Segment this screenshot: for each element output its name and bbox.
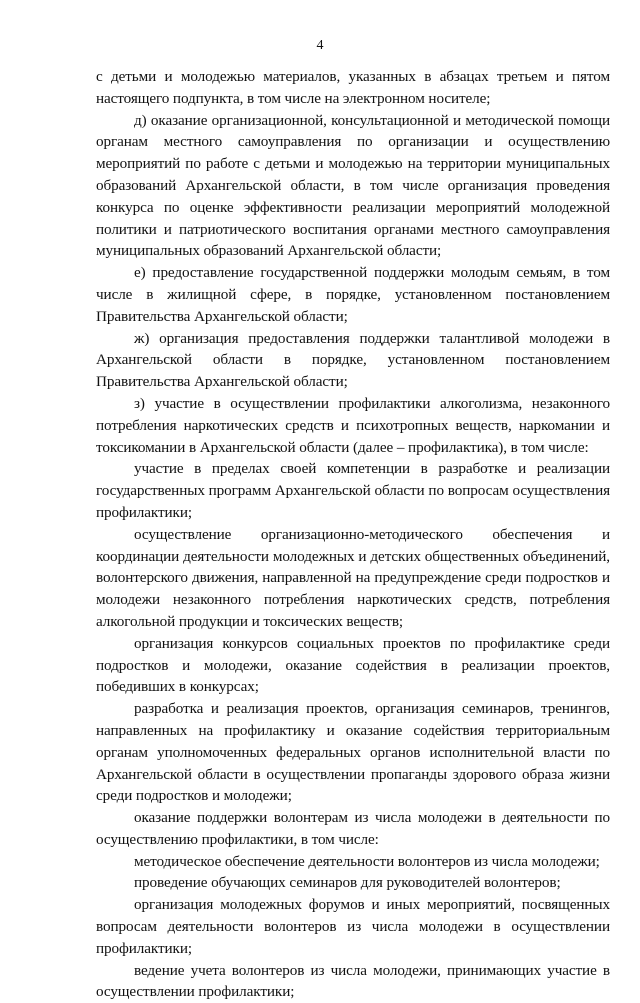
document-body — [96, 66, 610, 1003]
paragraph: с детьми и молодежью материалов, указанных в абзацах третьем и пятом настоящего подпункта, в том числе на электронном носителе; — [96, 68, 610, 107]
paragraph: проведение обучающих семинаров для руководителей волонтеров; — [134, 874, 561, 892]
paragraph: д) оказание организационной, консультационной и методической помощи органам местного самоуправления по организации и осуществлению мероприятий по работе с детьми и молодежью на территории муниципальных образований Архангельской области, в том числе организация проведения конкурса по оценке эффективности реализации мероприятий молодежной политики и патриотического воспитания органами местного самоуправления муниципальных образований Архангельской области; — [96, 111, 610, 260]
paragraph: организация конкурсов социальных проектов по профилактике среди подростков и молодежи, оказание содействия в реализации проектов, победивших в конкурсах; — [96, 634, 610, 696]
paragraph: разработка и реализация проектов, организация семинаров, тренингов, направленных на профилактику и оказание содействия территориальным органам уполномоченных федеральных органов исполнительной власти по Архангельской области в осуществлении пропаганды здорового образа жизни среди подростков и молодежи; — [96, 700, 610, 805]
paragraph: организация молодежных форумов и иных мероприятий, посвященных вопросам деятельности волонтеров из числа молодежи в осуществлении профилактики; — [96, 896, 610, 957]
paragraph: оказание поддержки волонтерам из числа молодежи в деятельности по осуществлению профилактики, в том числе: — [96, 809, 610, 848]
paragraph: е) предоставление государственной поддержки молодым семьям, в том числе в жилищной сфере, в порядке, установленном постановлением Правительства Архангельской области; — [96, 264, 610, 325]
paragraph: осуществление организационно-методического обеспечения и координации деятельности молодежных и детских общественных объединений, волонтерского движения, направленной на предупреждение среди подростков и молодежи незаконного потребления наркотических средств, потребления алкогольной продукции и токсических веществ; — [96, 525, 610, 630]
page-number: 4 — [316, 38, 324, 53]
paragraph: участие в пределах своей компетенции в разработке и реализации государственных программ Архангельской области по вопросам осуществления профилактики; — [96, 460, 610, 521]
paragraph: з) участие в осуществлении профилактики алкоголизма, незаконного потребления наркотических средств и психотропных веществ, наркомании и токсикомании в Архангельской области (далее – профилактика), в том числе: — [96, 394, 610, 456]
paragraph: ведение учета волонтеров из числа молодежи, принимающих участие в осуществлении профилактики; — [96, 961, 610, 1001]
paragraph: ж) организация предоставления поддержки талантливой молодежи в Архангельской области в порядке, установленном постановлением Правительства Архангельской области; — [96, 329, 610, 391]
paragraph: методическое обеспечение деятельности волонтеров из числа молодежи; — [134, 852, 600, 870]
